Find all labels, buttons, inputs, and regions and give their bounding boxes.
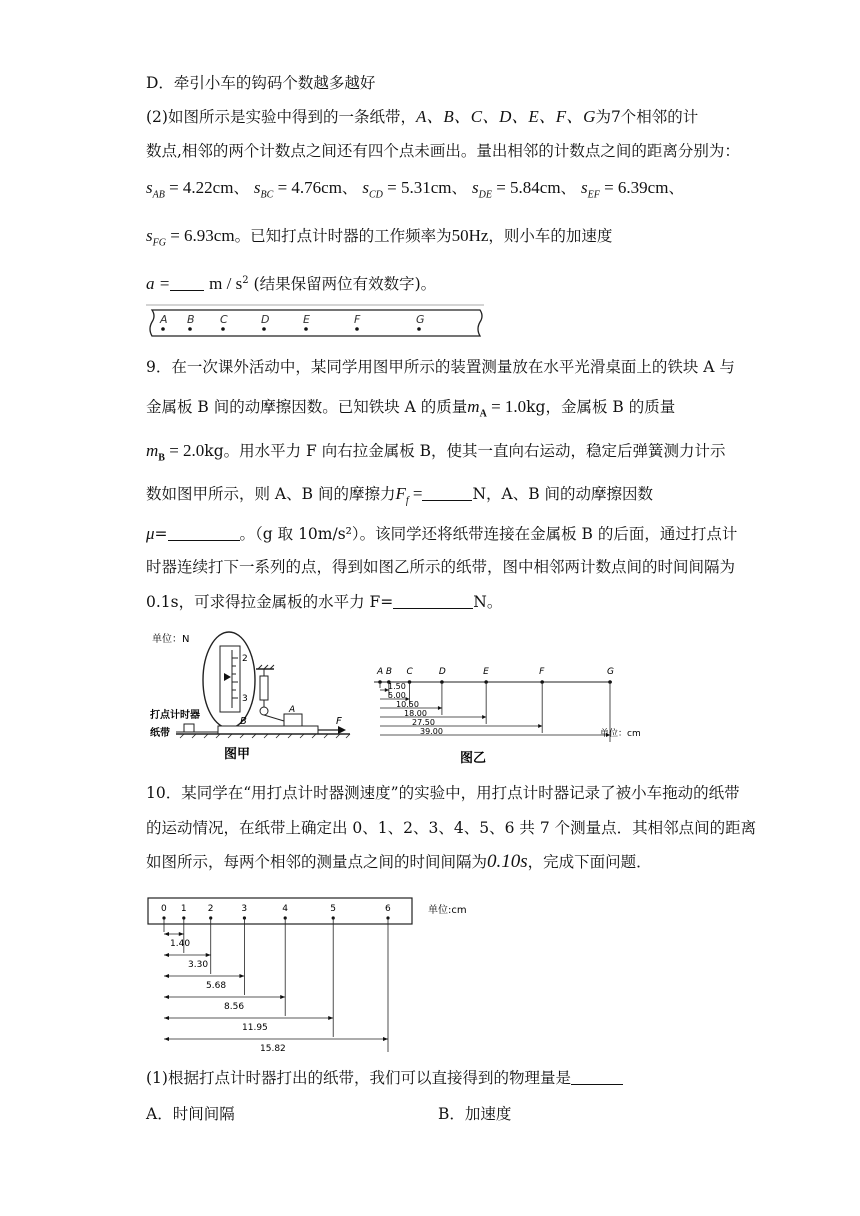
yi-dim-label: 5.00 [388,691,406,700]
svg-text:图甲: 图甲 [224,747,251,762]
q10-line2: 的运动情况，在纸带上确定出 0、1、2、3、4、5、6 共 7 个测量点．其相邻点间的距离 [146,819,757,837]
q10-point-label: 5 [330,904,336,914]
q10-dim-label: 11.95 [242,1023,268,1033]
q10-point-label: 0 [161,904,167,914]
yi-point-label: G [607,667,614,677]
q9-line1: 9．在一次课外活动中，某同学用图甲所示的装置测量放在水平光滑桌面上的铁块 A 与 [146,358,735,376]
q10-dims [164,932,388,1052]
q10-dim-arrow-left [164,1037,169,1041]
q9-line5: μ= 。（g 取 10m/s²）。该同学还将纸带连接在金属板 B 的后面，通过打点计 [146,524,738,543]
q9-line6: 时器连续打下一系列的点，得到如图乙所示的纸带，图中相邻两计数点间的时间间隔为 [146,558,736,576]
q9-line4: 数如图甲所示，则 A、B 间的摩擦力$F_f = N$，A、B 间的动摩擦因数 [146,484,654,507]
tape-label: C [220,313,228,326]
tape-label: G [416,313,425,326]
q10-points [161,904,391,1052]
yi-point-label: B [385,667,393,677]
q10-point-label: 6 [385,904,391,914]
q9-line2: 金属板 B 间的动摩擦因数。已知铁块 A 的质量$m_A = 1.0kg$，金属板 B 的质量 [146,397,676,420]
quantity-blank[interactable] [571,1068,623,1085]
yi-point-label: E [483,667,489,677]
svg-text:图乙: 图乙 [460,751,487,764]
yi-dim-arrow [538,724,542,728]
q10-dim-arrow [179,932,184,936]
tape-dot [355,327,359,331]
yi-dim-arrow [438,706,442,710]
q10-point-label: 2 [207,904,214,914]
point-list: A、B、C、D、E、F、G [415,107,596,126]
q9-line3: $m_B = 2.0kg$。用水平力 F 向右拉金属板 B，使其一直向右运动，稳定后弹簧测力计示 [146,441,726,464]
mu-blank[interactable] [168,524,240,541]
svg-text:单位：cm: 单位：cm [600,729,641,739]
tape-dot [262,327,266,331]
q9-line7: 0.1s，可求得拉金属板的水平力 F= N。 [146,593,503,611]
q8-part2-line2: 数点,相邻的两个计数点之间还有四个点未画出。量出相邻的计数点之间的距离分别为： [146,142,740,160]
q10-dim-arrow-left [164,995,169,999]
tape-label: A [160,313,168,326]
q8-part2-intro: (2)如图所示是实验中得到的一条纸带， [146,108,416,126]
svg-text:A: A [289,705,296,715]
svg-text:B: B [240,716,247,727]
yi-point-label: F [539,667,545,677]
q10-tape-figure [146,896,486,1052]
tape-label: D [261,313,270,326]
distance-list: $s_{AB} = 4.22cm$、 $s_{BC} = 4.76cm$、 $s_{CD} = 5.31cm$、 $s_{DE} = 5.84cm$、 $s_{EF} = 6.39cm$、 [146,178,684,201]
friction-blank[interactable] [422,484,472,501]
q10-line3: 如图所示，每两个相邻的测量点之间的时间间隔为0.10s，完成下面问题． [146,851,652,872]
q8-tape-figure [144,302,488,342]
option-d: D．牵引小车的钩码个数越多越好 [146,74,376,92]
tape-dot [161,327,165,331]
q10-point-label: 4 [282,904,288,914]
q10-dim-arrow [328,1016,333,1020]
tape-dot [304,327,308,331]
q10-point-label: 1 [180,904,187,914]
tape-dot [221,327,225,331]
yi-dim-label: 39.00 [420,727,443,736]
figure-jia [146,628,354,764]
tape-dot [188,327,192,331]
acceleration-blank[interactable] [170,274,204,291]
q10-dim-label: 1.40 [170,939,191,949]
svg-text:纸带: 纸带 [150,728,170,739]
yi-dims [380,682,610,737]
q10-dim-arrow [280,995,285,999]
svg-text:打点计时器: 打点计时器 [150,710,200,721]
svg-text:F: F [336,716,342,727]
q10-dim-arrow [383,1037,388,1041]
q10-dim-label: 3.30 [188,960,209,970]
yi-dim-label: 1.50 [388,682,406,691]
q10-dim-arrow-left [164,1016,169,1020]
yi-point-label: D [438,667,446,677]
option-a: A．时间间隔 [146,1105,235,1123]
yi-point-label: A [377,667,384,677]
q10-dim-label: 5.68 [206,981,227,991]
svg-text:2: 2 [242,654,248,664]
q8-part2-line1: (2)如图所示是实验中得到的一条纸带，A、B、C、D、E、F、G为7个相邻的计 [146,107,699,126]
yi-dim-label: 27.50 [412,718,435,727]
q10-dim-label: 8.56 [224,1002,245,1012]
tape-label: E [303,313,310,326]
q10-dim-arrow [239,974,244,978]
yi-dim-label: 18.00 [404,709,427,718]
jia-unit: 单位：N [152,634,190,645]
q10-dim-arrow [206,953,211,957]
q10-dim-arrow-left [164,953,169,957]
q10-point-label: 3 [241,904,248,914]
q10-line1: 10．某同学在“用打点计时器测速度”的实验中，用打点计时器记录了被小车拖动的纸带 [146,784,740,802]
tape-dot [417,327,421,331]
q10-dim-arrow-left [164,974,169,978]
svg-text:单位:cm: 单位:cm [428,905,467,916]
yi-dim-arrow [482,715,486,719]
figure-yi [368,660,668,764]
svg-text:3: 3 [242,694,248,704]
acceleration-answer-line: $a = m / s^2$ (结果保留两位有效数字)。 [146,274,437,294]
tape-label: F [354,313,361,326]
option-b: B．加速度 [438,1105,512,1123]
yi-point-label: C [406,667,413,677]
q10-sub1: (1)根据打点计时器打出的纸带，我们可以直接得到的物理量是 [146,1068,623,1088]
q10-dim-arrow-left [164,932,169,936]
q8-frequency-line: $s_{FG} = 6.93cm$。已知打点计时器的工作频率为50Hz，则小车的加速度 [146,226,613,249]
yi-dim-label: 10.50 [396,700,419,709]
tape-label: B [187,313,195,326]
q10-dim-label: 15.82 [260,1044,286,1052]
force-blank[interactable] [393,592,473,609]
